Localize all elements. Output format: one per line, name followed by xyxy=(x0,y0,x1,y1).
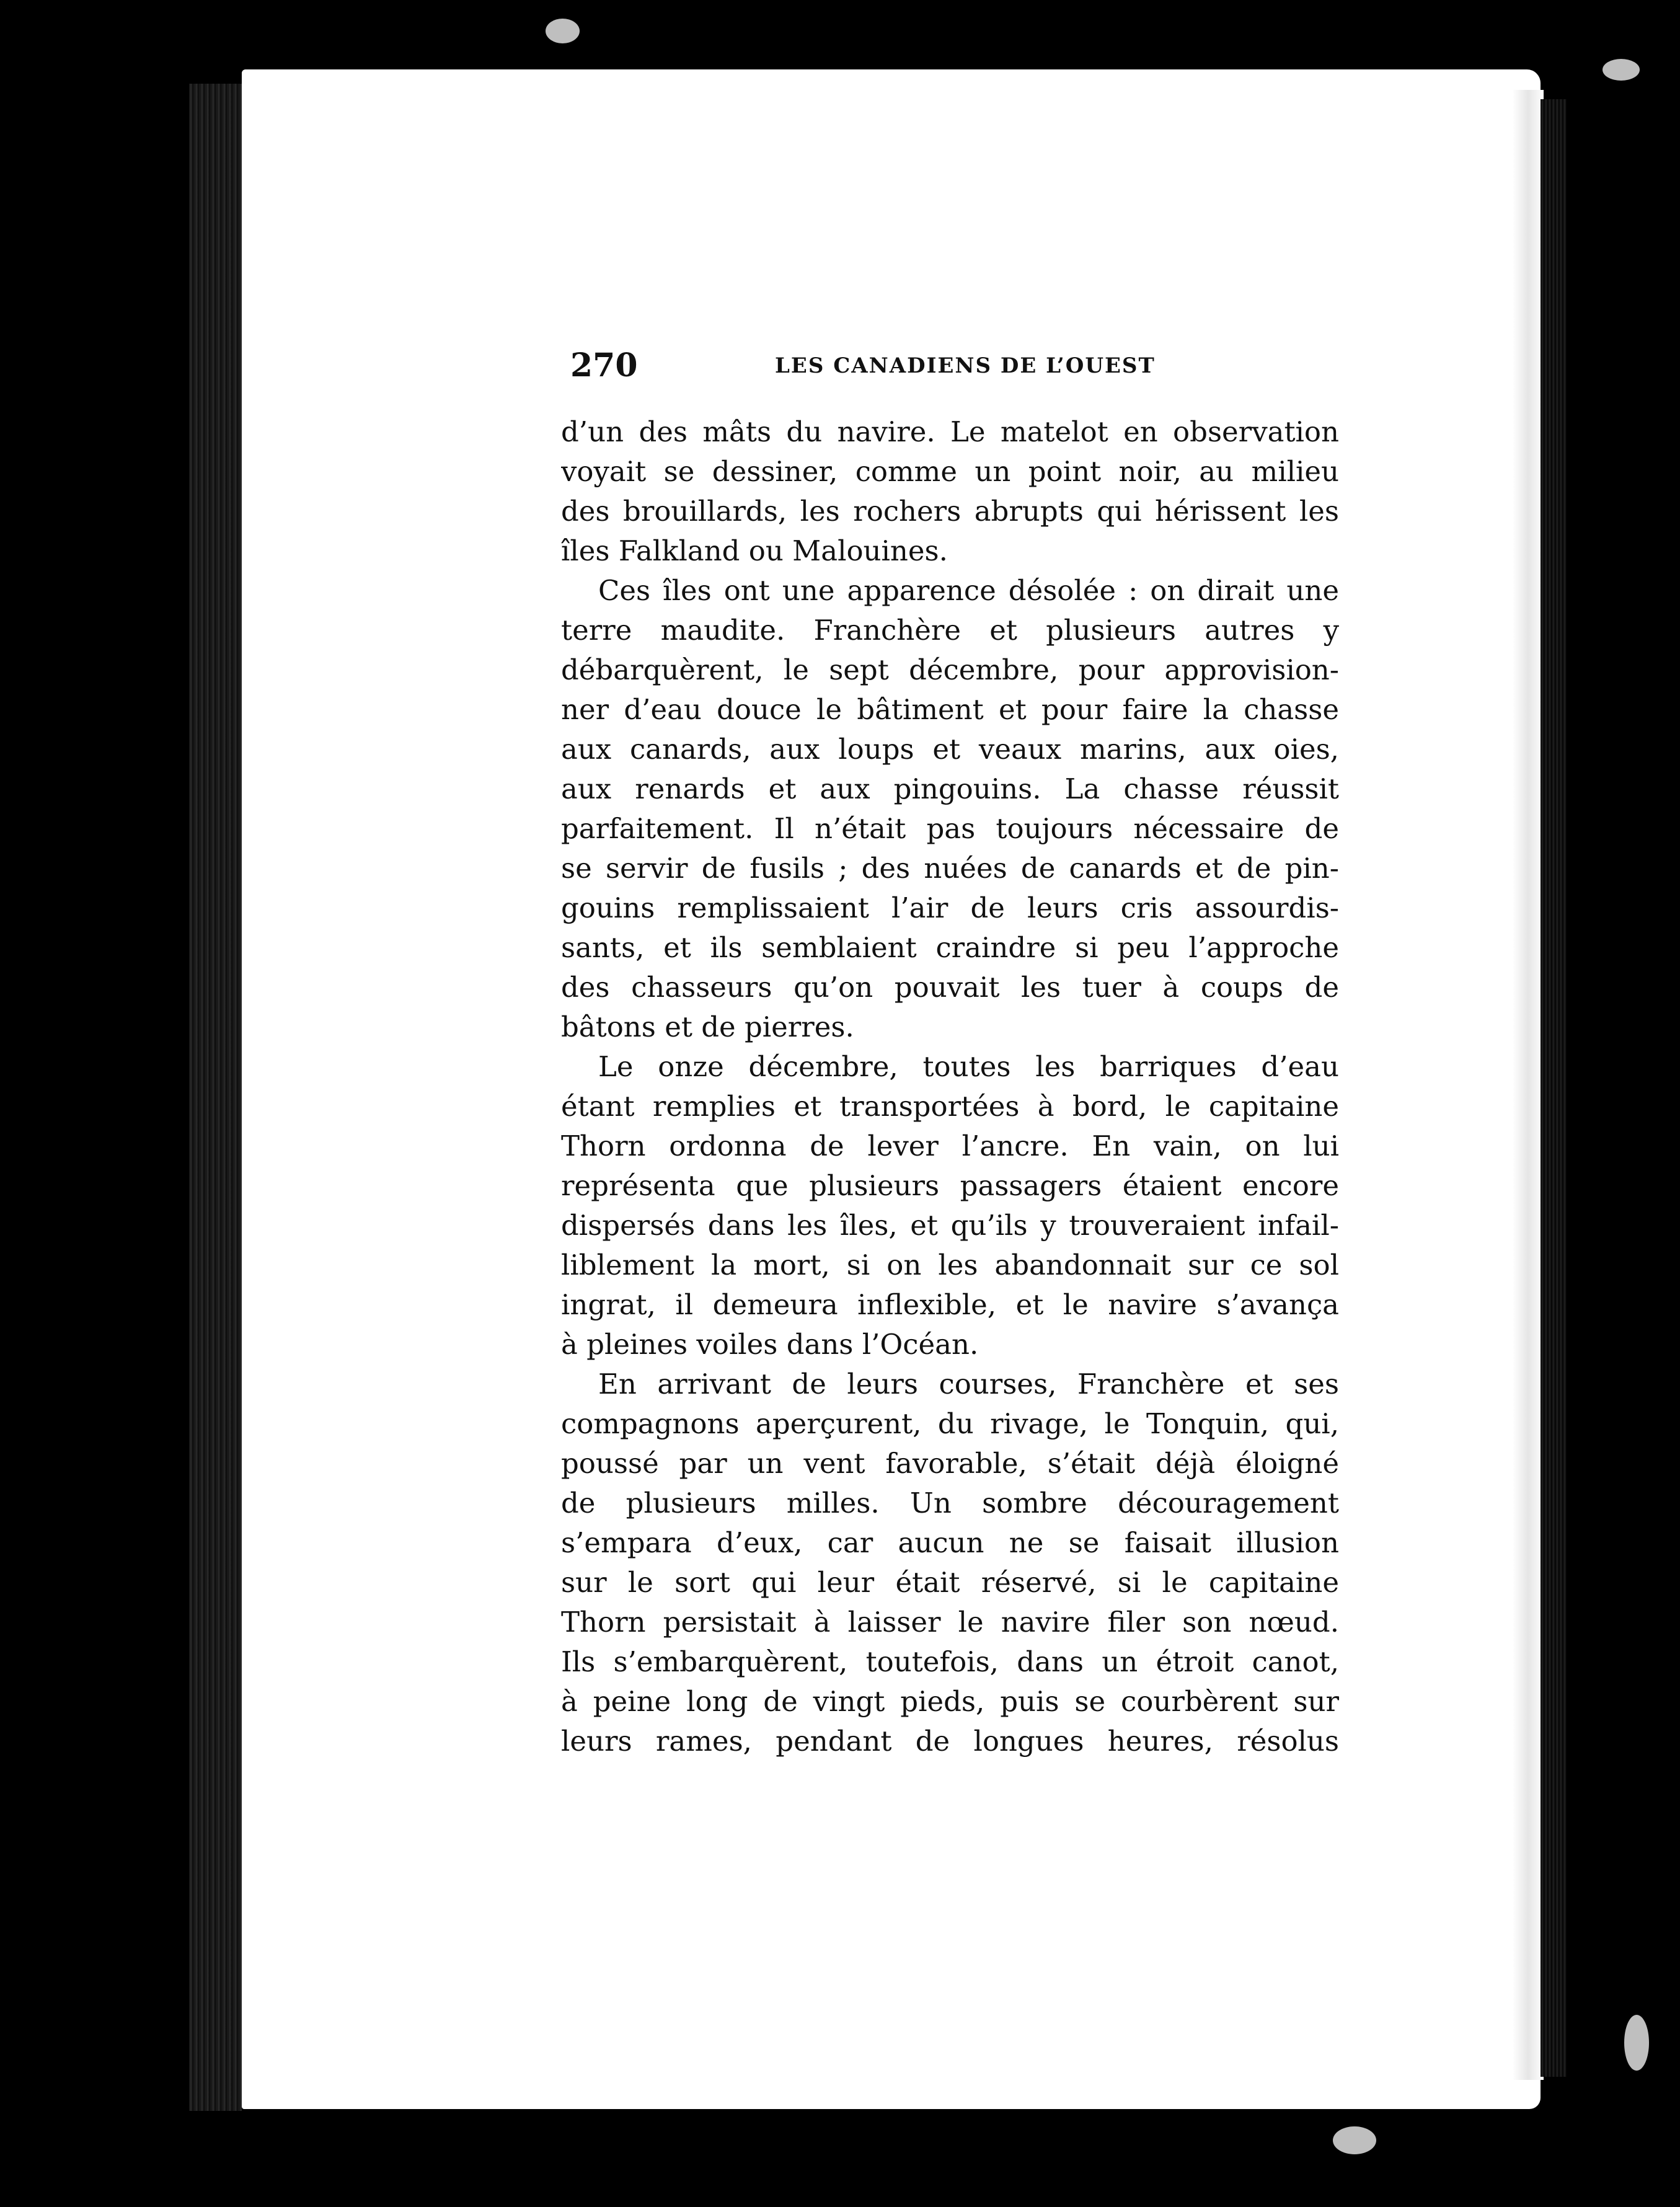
text-line: à pleines voiles dans l’Océan. xyxy=(561,1328,979,1361)
page-header xyxy=(570,344,1339,387)
running-title: LES CANADIENS DE L’OUEST xyxy=(775,353,1156,378)
text-line: terre maudite. Franchère et plusieurs autres y xyxy=(561,614,1339,647)
body-text xyxy=(561,412,1339,1764)
scan-artifact xyxy=(546,19,580,43)
facing-page-edge xyxy=(1513,90,1544,2080)
text-line: aux canards, aux loups et veaux marins, aux oies, xyxy=(561,733,1339,766)
text-line: leurs rames, pendant de longues heures, résolus xyxy=(561,1725,1339,1758)
text-line: représenta que plusieurs passagers étaient encore xyxy=(561,1169,1339,1202)
text-line: Ces îles ont une apparence désolée : on dirait une xyxy=(598,574,1339,607)
text-line: En arrivant de leurs courses, Franchère et ses xyxy=(598,1368,1339,1400)
text-line: se servir de fusils ; des nuées de canards et de pin- xyxy=(561,852,1339,885)
text-line: étant remplies et transportées à bord, le capitaine xyxy=(561,1090,1339,1123)
text-line: sants, et ils semblaient craindre si peu l’approche xyxy=(561,931,1339,964)
scan-artifact xyxy=(1333,2126,1376,2154)
text-line: Ils s’embarquèrent, toutefois, dans un étroit canot, xyxy=(561,1645,1339,1678)
text-line: gouins remplissaient l’air de leurs cris assourdis- xyxy=(561,891,1339,924)
text-line: des chasseurs qu’on pouvait les tuer à coups de xyxy=(561,971,1339,1004)
text-line: d’un des mâts du navire. Le matelot en observation xyxy=(561,415,1339,448)
text-line: Thorn ordonna de lever l’ancre. En vain, on lui xyxy=(561,1130,1339,1162)
scan-artifact xyxy=(1624,2015,1649,2071)
text-line: îles Falkland ou Malouines. xyxy=(561,534,948,567)
book-fore-edge xyxy=(1541,99,1567,2077)
text-line: parfaitement. Il n’était pas toujours nécessaire de xyxy=(561,812,1339,845)
text-line: bâtons et de pierres. xyxy=(561,1011,854,1043)
text-line: Thorn persistait à laisser le navire filer son nœud. xyxy=(561,1606,1339,1639)
text-line: débarquèrent, le sept décembre, pour approvision- xyxy=(561,653,1339,686)
text-line: compagnons aperçurent, du rivage, le Tonquin, qui, xyxy=(561,1407,1339,1440)
text-line: sur le sort qui leur était réservé, si le capitaine xyxy=(561,1566,1339,1599)
text-line: s’empara d’eux, car aucun ne se faisait illusion xyxy=(561,1526,1339,1559)
text-line: ingrat, il demeura inflexible, et le navire s’avança xyxy=(561,1288,1339,1321)
text-line: Le onze décembre, toutes les barriques d’eau xyxy=(598,1050,1339,1083)
text-line: ner d’eau douce le bâtiment et pour faire la chasse xyxy=(561,693,1339,726)
book-spine-edge xyxy=(189,84,242,2111)
text-line: poussé par un vent favorable, s’était déjà éloigné xyxy=(561,1447,1339,1480)
text-line: aux renards et aux pingouins. La chasse réussit xyxy=(561,772,1339,805)
text-line: dispersés dans les îles, et qu’ils y trouveraient infail- xyxy=(561,1209,1339,1242)
text-line: de plusieurs milles. Un sombre découragement xyxy=(561,1487,1339,1519)
text-line: à peine long de vingt pieds, puis se courbèrent sur xyxy=(561,1685,1339,1718)
text-line: voyait se dessiner, comme un point noir, au milieu xyxy=(561,455,1339,488)
text-line: liblement la mort, si on les abandonnait sur ce sol xyxy=(561,1249,1339,1281)
text-line: des brouillards, les rochers abrupts qui hérissent les xyxy=(561,495,1339,528)
scan-artifact xyxy=(1603,59,1640,81)
page-number: 270 xyxy=(570,347,638,384)
